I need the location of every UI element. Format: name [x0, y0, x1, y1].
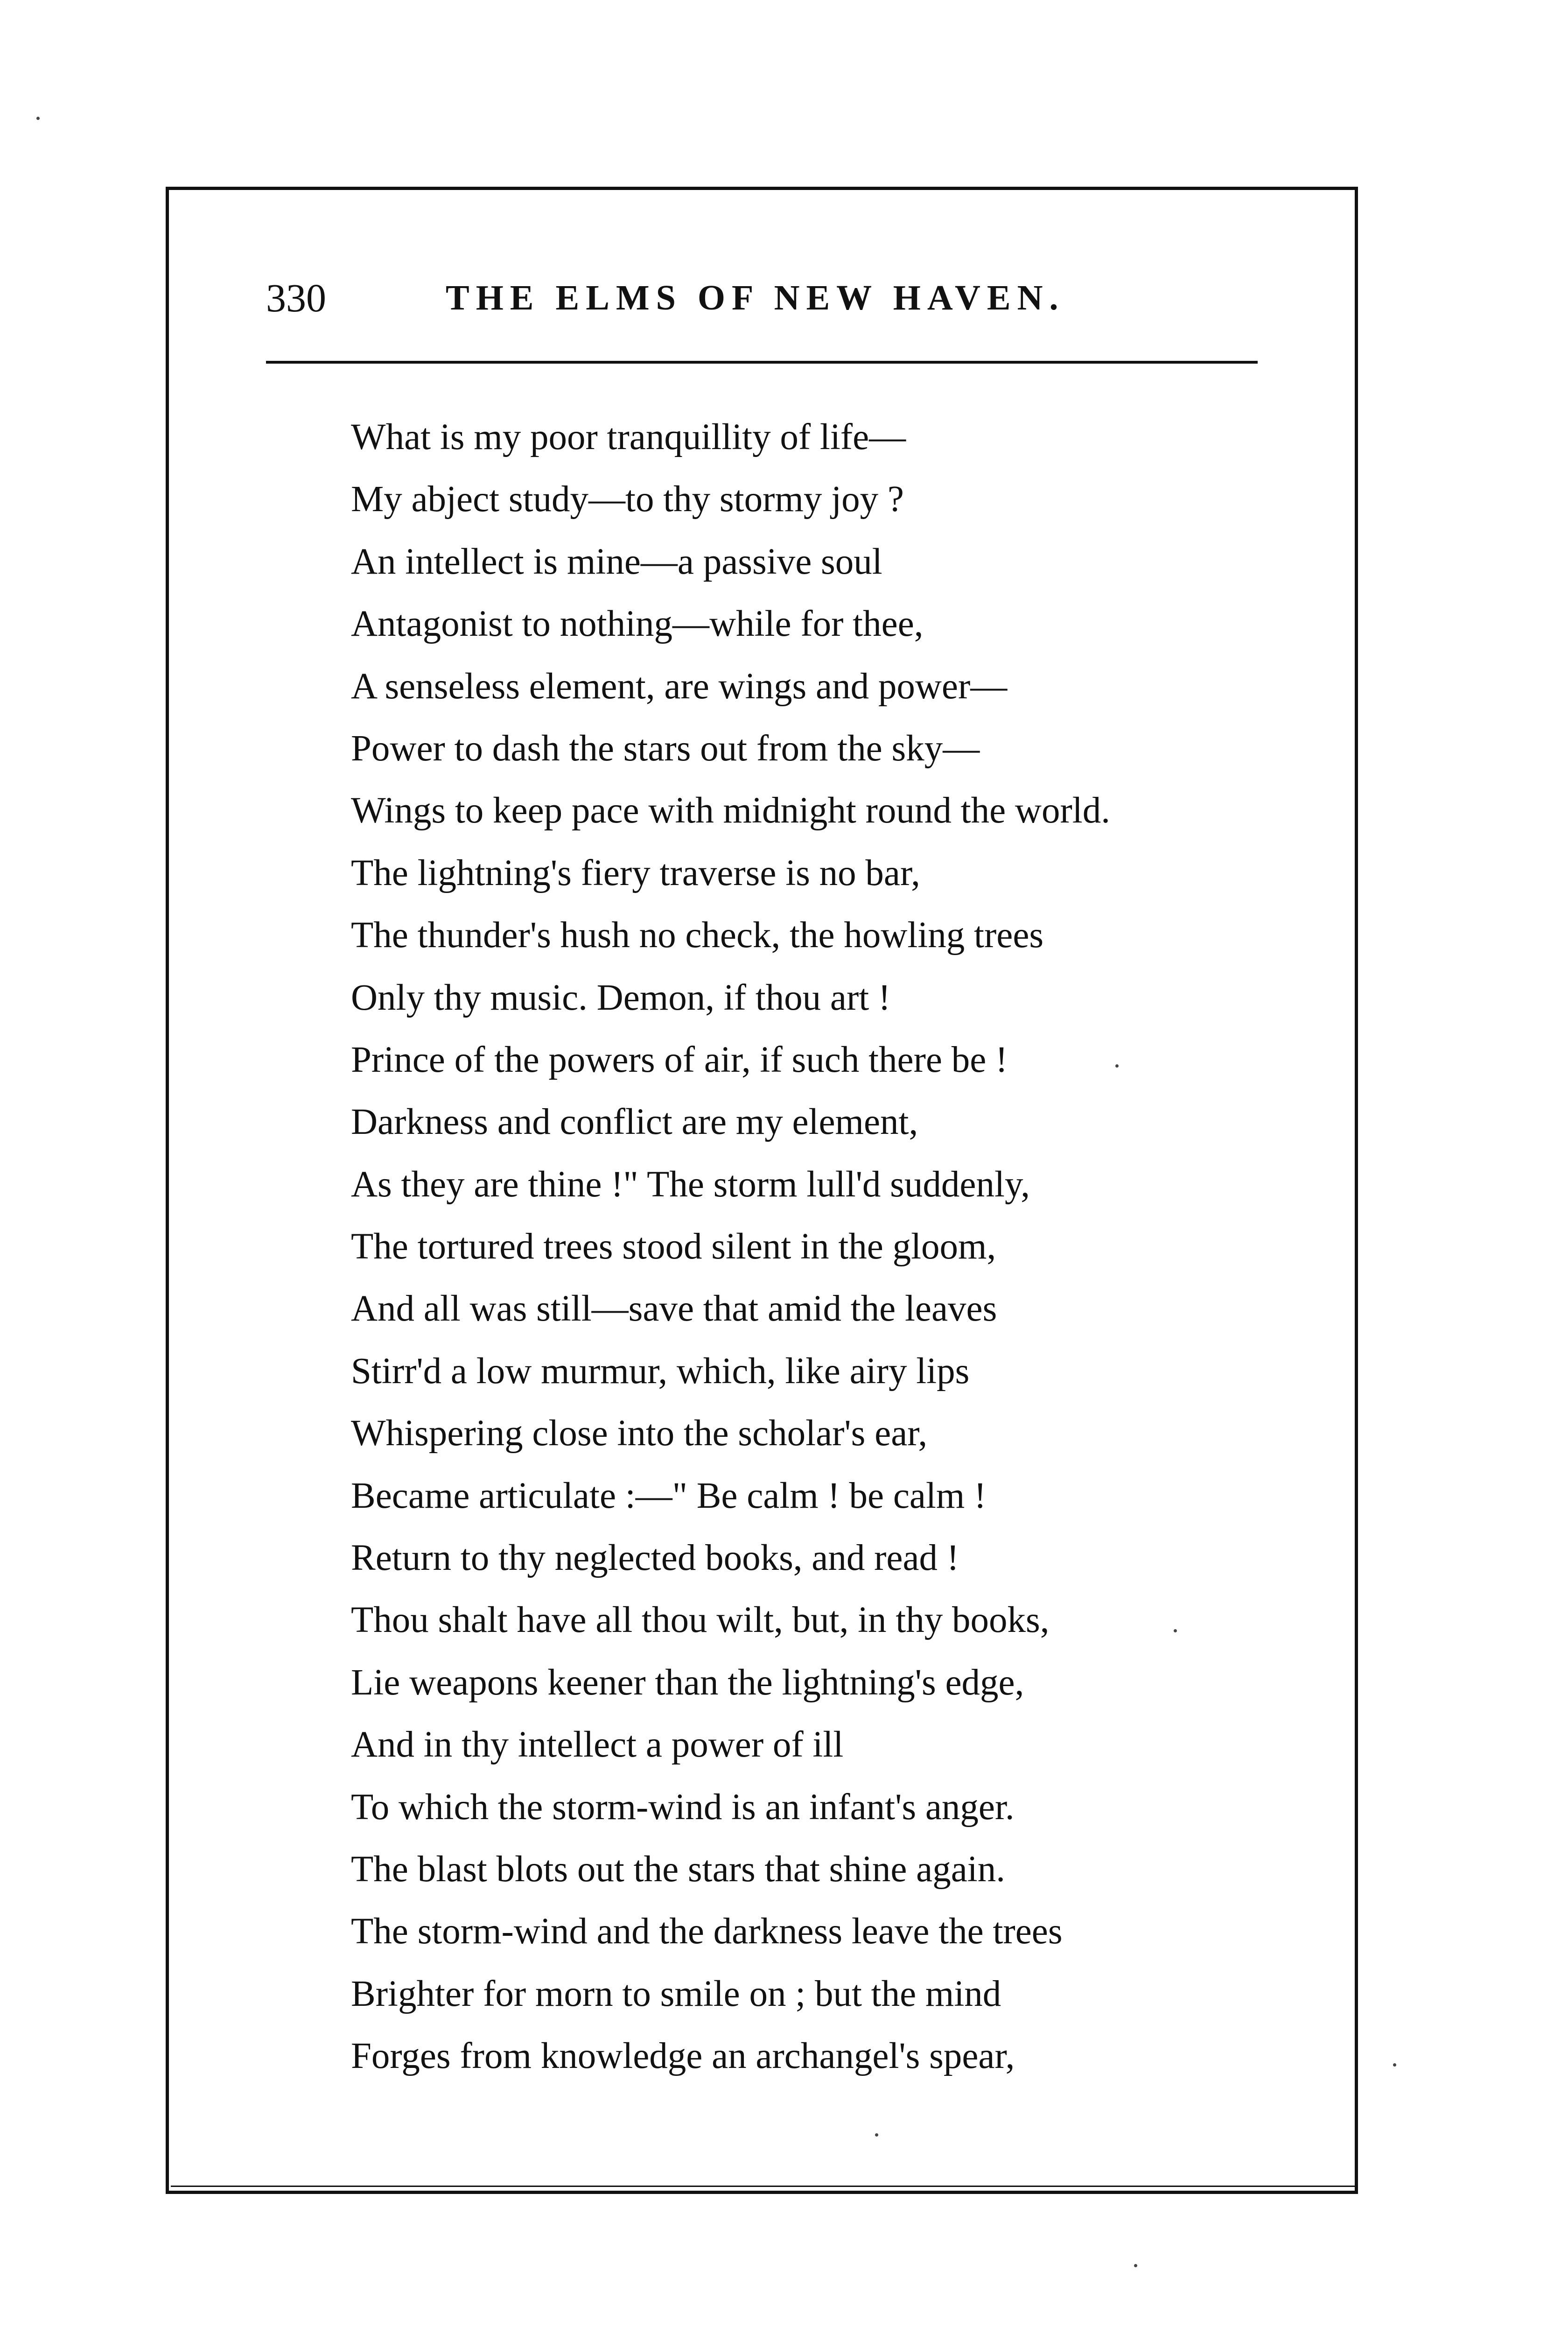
scan-speck: [1115, 1064, 1119, 1068]
poem-line: What is my poor tranquillity of life—: [351, 417, 906, 457]
poem-line: Antagonist to nothing—while for thee,: [351, 604, 924, 645]
poem-line: Forges from knowledge an archangel's spear,: [351, 2036, 1015, 2077]
running-title: THE ELMS OF NEW HAVEN.: [446, 278, 1065, 317]
poem-line: Brighter for morn to smile on ; but the mind: [351, 1973, 1001, 2014]
bottom-border-rule: [171, 2186, 1355, 2187]
page-number: 330: [266, 275, 326, 320]
poem-line: Power to dash the stars out from the sky—: [351, 728, 980, 769]
scan-speck: [36, 117, 40, 120]
poem-line: And in thy intellect a power of ill: [351, 1724, 844, 1765]
poem-line: Became articulate :—" Be calm ! be calm !: [351, 1475, 987, 1516]
poem-line: Thou shalt have all thou wilt, but, in thy books,: [351, 1600, 1050, 1641]
poem-line: The lightning's fiery traverse is no bar,: [351, 852, 920, 893]
scan-speck: [1393, 2063, 1396, 2067]
poem-line: Prince of the powers of air, if such there be !: [351, 1039, 1008, 1080]
poem-line: An intellect is mine—a passive soul: [351, 541, 882, 582]
poem-line: The tortured trees stood silent in the gloom,: [351, 1226, 996, 1267]
poem-line: The storm-wind and the darkness leave the trees: [351, 1911, 1063, 1952]
poem-line: Wings to keep pace with midnight round the world.: [351, 790, 1110, 831]
page-header: [266, 261, 1265, 331]
poem-line: Stirr'd a low murmur, which, like airy lips: [351, 1350, 970, 1392]
scan-speck: [875, 2133, 878, 2137]
header-rule: [266, 361, 1258, 364]
poem-line: The blast blots out the stars that shine again.: [351, 1849, 1005, 1890]
poem-line: And all was still—save that amid the leaves: [351, 1288, 997, 1329]
poem-line: My abject study—to thy stormy joy ?: [351, 479, 904, 520]
poem-line: Whispering close into the scholar's ear,: [351, 1413, 928, 1454]
poem-line: Return to thy neglected books, and read !: [351, 1538, 959, 1579]
poem-text: [351, 406, 1275, 2088]
poem-line: A senseless element, are wings and power—: [351, 666, 1008, 707]
poem-line: The thunder's hush no check, the howling trees: [351, 915, 1044, 956]
poem-line: To which the storm-wind is an infant's anger.: [351, 1786, 1015, 1828]
scan-speck: [1174, 1629, 1177, 1632]
scan-speck: [1134, 2264, 1137, 2267]
poem-line: As they are thine !" The storm lull'd suddenly,: [351, 1164, 1030, 1205]
poem-line: Darkness and conflict are my element,: [351, 1102, 918, 1143]
poem-line: Lie weapons keener than the lightning's edge,: [351, 1662, 1024, 1703]
poem-line: Only thy music. Demon, if thou art !: [351, 977, 891, 1018]
